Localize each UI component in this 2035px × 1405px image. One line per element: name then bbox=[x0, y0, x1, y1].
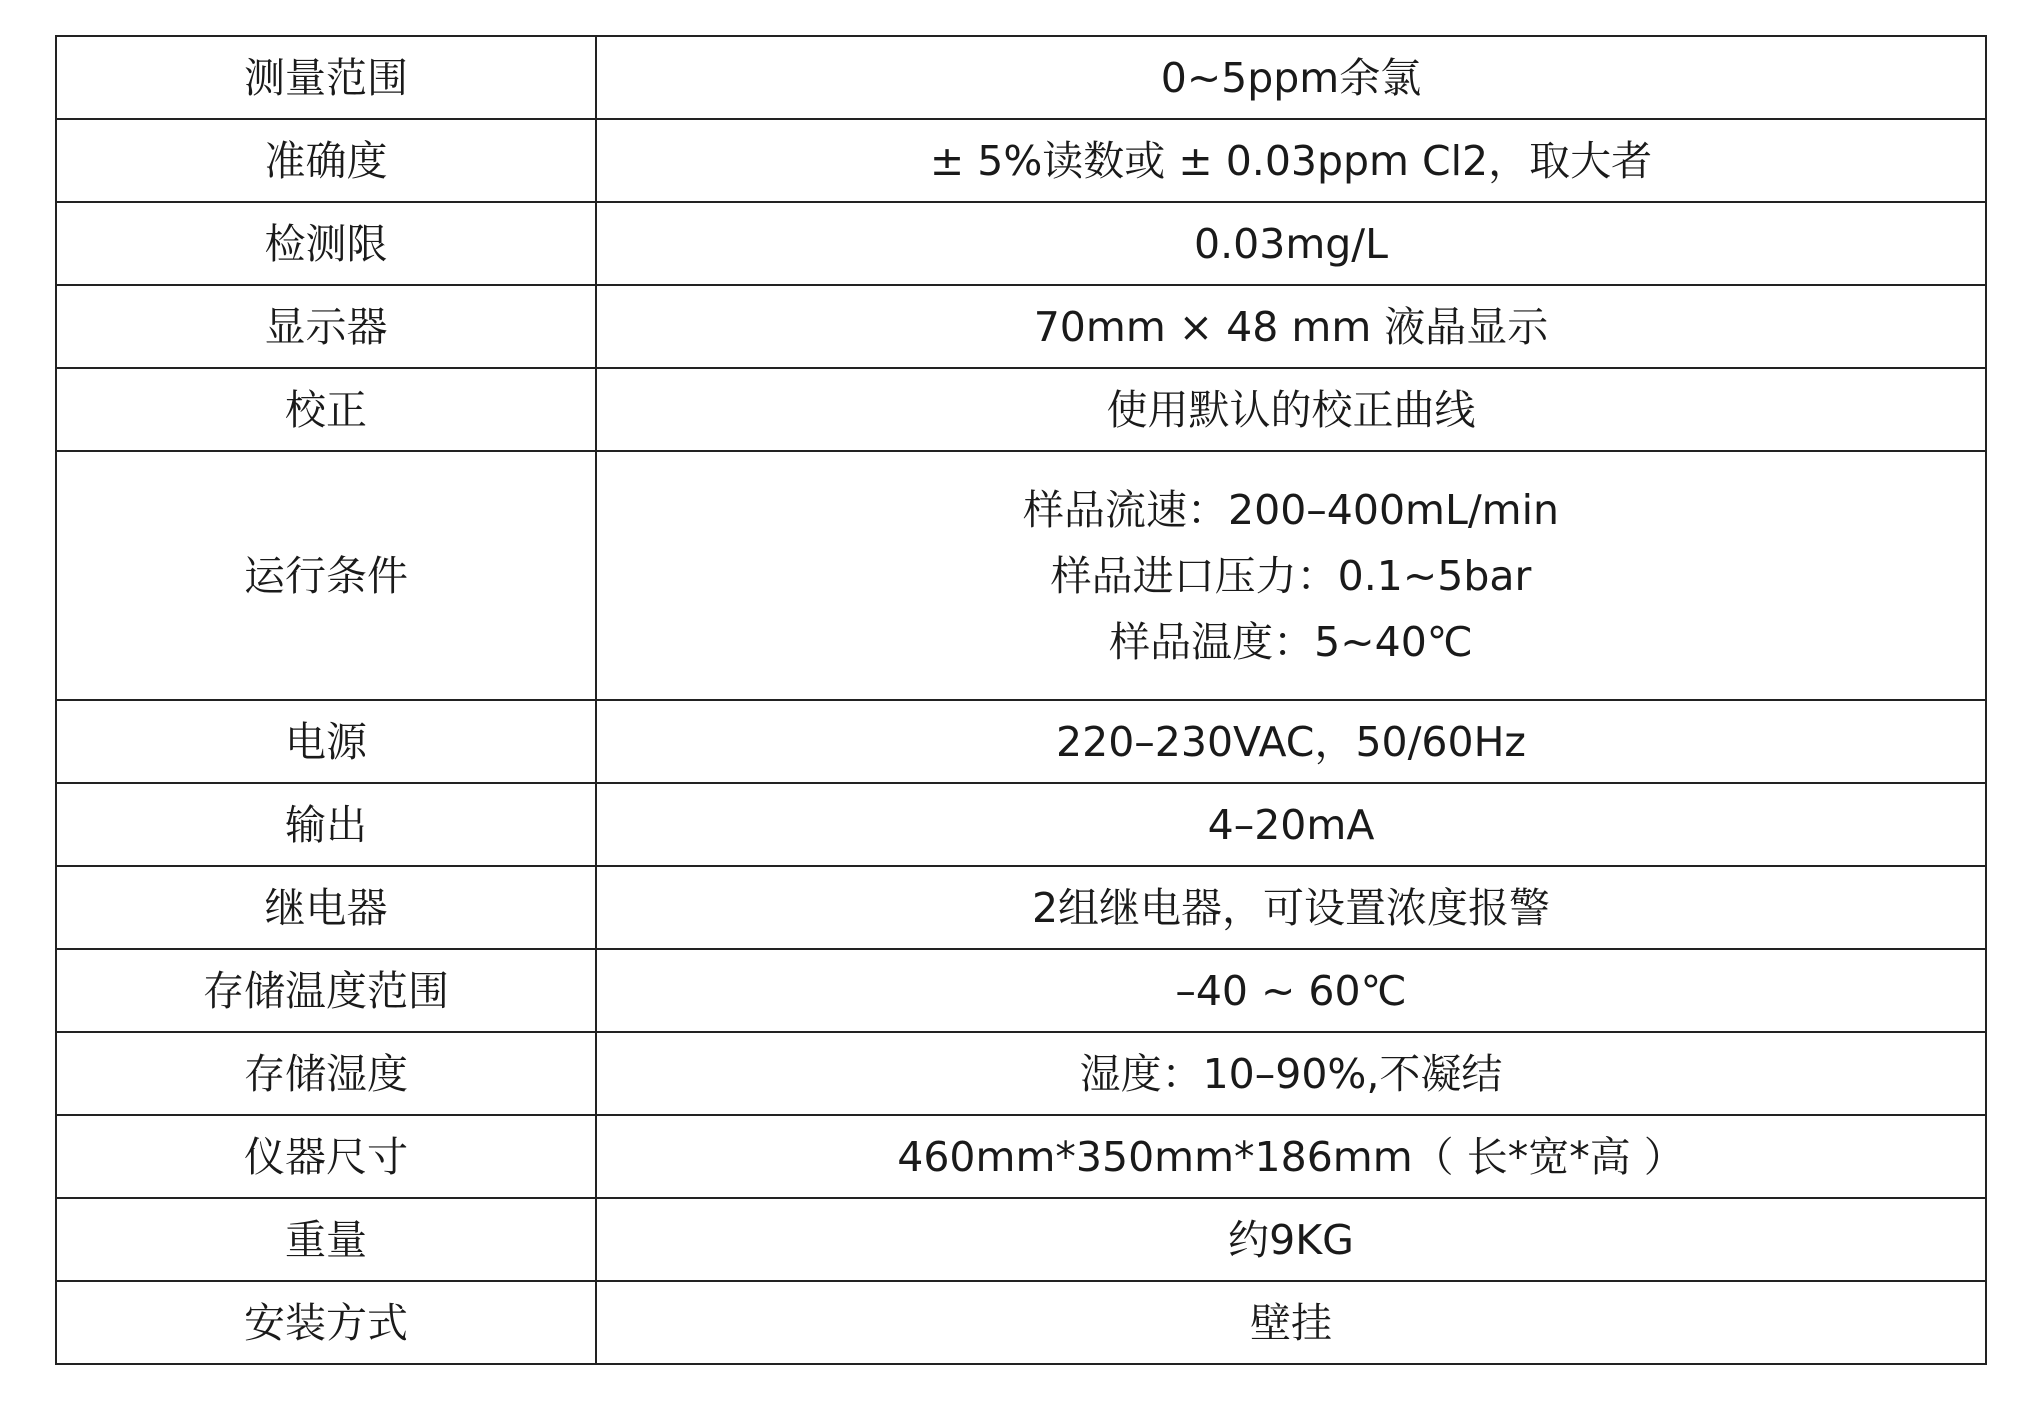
row-label: 仪器尺寸 bbox=[56, 1115, 596, 1198]
row-value bbox=[596, 1281, 1986, 1364]
row-value bbox=[596, 866, 1986, 949]
table-row bbox=[56, 700, 1986, 783]
table-row bbox=[56, 866, 1986, 949]
row-label: 检测限 bbox=[56, 202, 596, 285]
value-line: 样品进口压力：0.1~5bar bbox=[1050, 551, 1532, 600]
value-line: ± 5%读数或 ± 0.03ppm Cl2，取大者 bbox=[929, 136, 1653, 185]
table-row bbox=[56, 36, 1986, 119]
row-value bbox=[596, 119, 1986, 202]
row-value bbox=[596, 285, 1986, 368]
row-value bbox=[596, 368, 1986, 451]
row-value bbox=[596, 783, 1986, 866]
table-row bbox=[56, 1198, 1986, 1281]
table-row bbox=[56, 949, 1986, 1032]
row-label: 电源 bbox=[56, 700, 596, 783]
value-line: 70mm × 48 mm 液晶显示 bbox=[1033, 302, 1549, 351]
row-value bbox=[596, 1115, 1986, 1198]
value-line: 220–230VAC，50/60Hz bbox=[1056, 717, 1526, 766]
table-row bbox=[56, 285, 1986, 368]
row-label: 安装方式 bbox=[56, 1281, 596, 1364]
table-row bbox=[56, 1115, 1986, 1198]
table-row bbox=[56, 1281, 1986, 1364]
row-value bbox=[596, 451, 1986, 700]
value-line: 0~5ppm余氯 bbox=[1160, 53, 1422, 102]
table-row bbox=[56, 451, 1986, 700]
row-label: 运行条件 bbox=[56, 451, 596, 700]
row-value bbox=[596, 202, 1986, 285]
row-label: 校正 bbox=[56, 368, 596, 451]
value-line: 4–20mA bbox=[1207, 800, 1375, 849]
table-row bbox=[56, 368, 1986, 451]
row-label: 存储湿度 bbox=[56, 1032, 596, 1115]
value-line: 使用默认的校正曲线 bbox=[1106, 385, 1476, 434]
value-line: 0.03mg/L bbox=[1194, 219, 1388, 268]
row-label: 显示器 bbox=[56, 285, 596, 368]
table-row bbox=[56, 1032, 1986, 1115]
row-value bbox=[596, 1198, 1986, 1281]
row-value bbox=[596, 36, 1986, 119]
row-label: 测量范围 bbox=[56, 36, 596, 119]
row-label: 继电器 bbox=[56, 866, 596, 949]
value-line: 湿度：10–90%,不凝结 bbox=[1079, 1049, 1503, 1098]
value-line: 样品流速：200–400mL/min bbox=[1023, 485, 1559, 534]
value-line: –40 ~ 60℃ bbox=[1175, 966, 1407, 1015]
row-value bbox=[596, 949, 1986, 1032]
value-line: 2组继电器，可设置浓度报警 bbox=[1031, 883, 1551, 932]
row-value bbox=[596, 1032, 1986, 1115]
row-value bbox=[596, 700, 1986, 783]
table-row bbox=[56, 119, 1986, 202]
row-label: 输出 bbox=[56, 783, 596, 866]
row-label: 存储温度范围 bbox=[56, 949, 596, 1032]
spec-table bbox=[55, 35, 1987, 1365]
value-line: 壁挂 bbox=[1250, 1298, 1332, 1347]
row-label: 重量 bbox=[56, 1198, 596, 1281]
value-line: 460mm*350mm*186mm（ 长*宽*高 ） bbox=[897, 1132, 1685, 1181]
row-label: 准确度 bbox=[56, 119, 596, 202]
table-row bbox=[56, 783, 1986, 866]
value-line: 约9KG bbox=[1228, 1215, 1354, 1264]
table-row bbox=[56, 202, 1986, 285]
value-line: 样品温度：5~40℃ bbox=[1109, 617, 1473, 666]
